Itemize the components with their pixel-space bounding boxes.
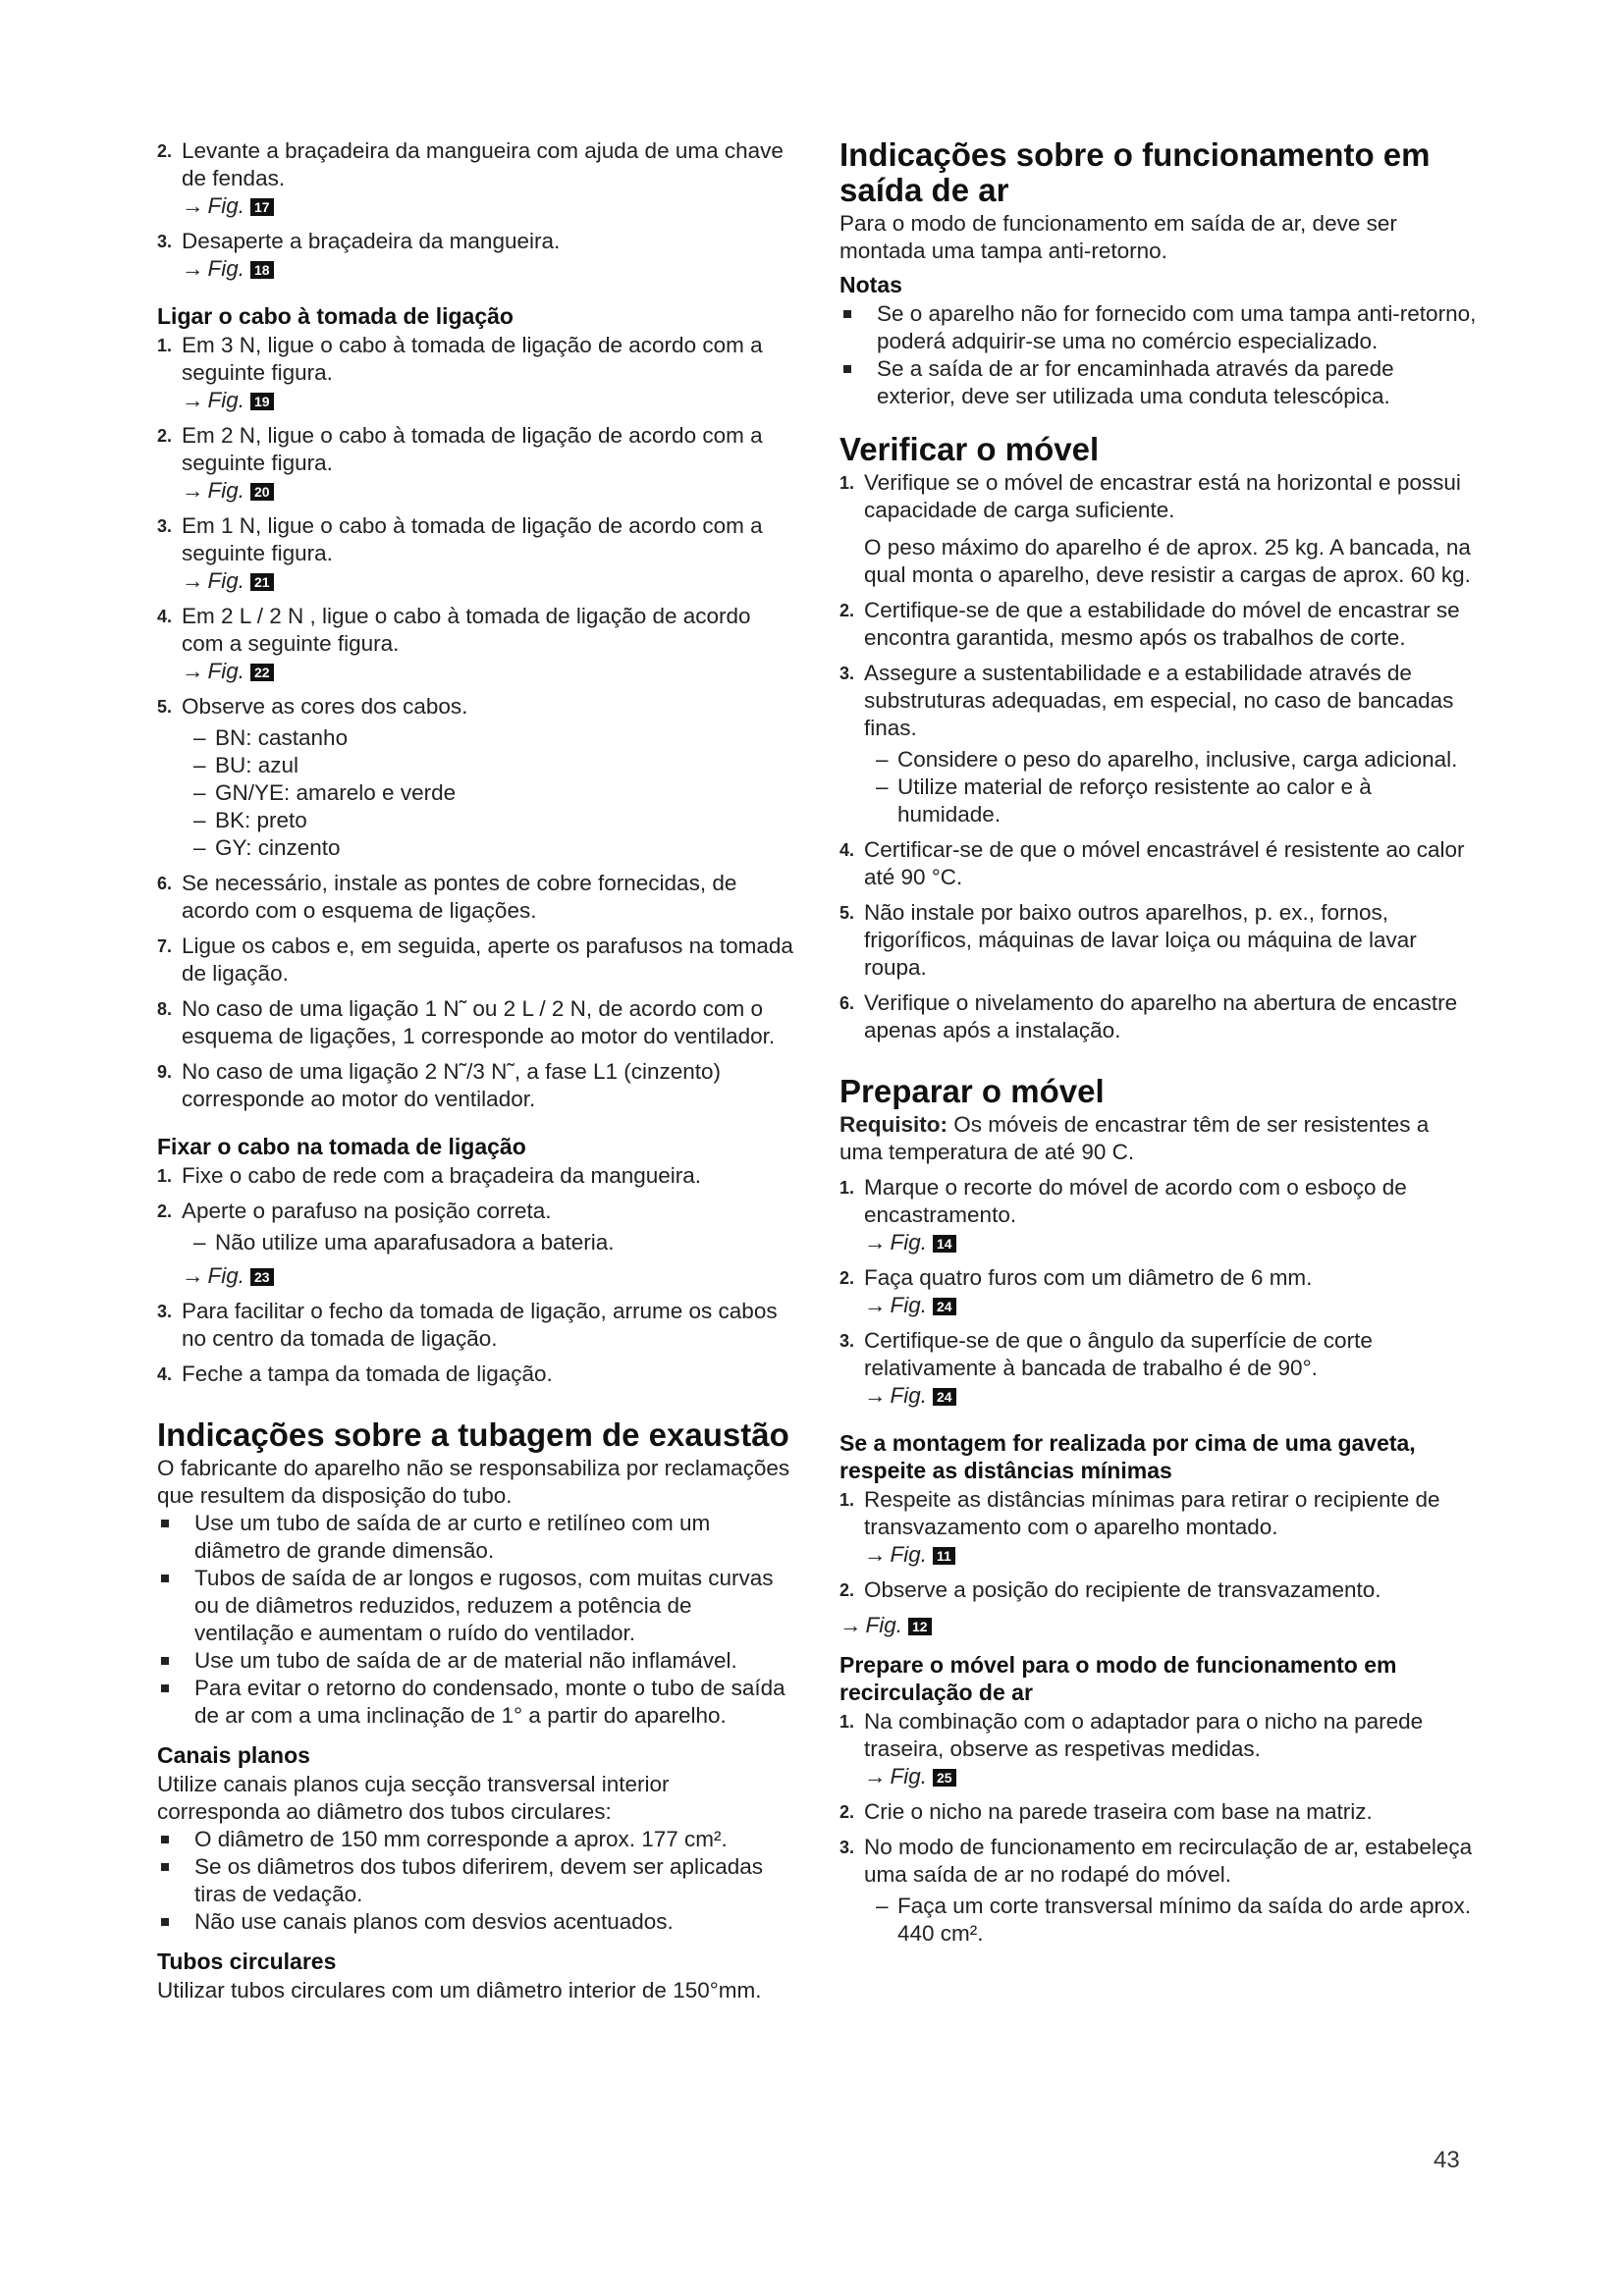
figure-ref[interactable]: → Fig. 24	[864, 1383, 956, 1408]
list-item: O diâmetro de 150 mm corresponde a aprox. 177 cm².	[157, 1826, 795, 1853]
figure-ref[interactable]: → Fig. 11	[864, 1542, 955, 1567]
list-item: 5. Observe as cores dos cabos. – BN: castanho – BU: azul – GN/YE: amarelo e verde – BK: preto – GY: cinzento	[157, 693, 795, 862]
list-item: 3. Certifique-se de que o ângulo da superfície de corte relativamente à bancada de trabalho é de 90°. → Fig. 24	[839, 1328, 1373, 1408]
list-item: 2. Levante a braçadeira da mangueira com ajuda de uma chave de fendas. → Fig. 17	[157, 138, 784, 218]
heading-ligar: Ligar o cabo à tomada de ligação	[157, 303, 514, 329]
list-item: 1. Verifique se o móvel de encastrar está na horizontal e possui capacidade de carga suficiente. O peso máximo do aparelho é de aprox. 25 kg. A bancada, na qual monta o aparelho, deve resistir a cargas de aprox. 60 kg.	[839, 470, 1471, 587]
figure-ref[interactable]: → Fig. 25	[864, 1764, 956, 1789]
list-item: 3. Desaperte a braçadeira da mangueira. → Fig. 18	[157, 229, 561, 281]
list-item: 2. Faça quatro furos com um diâmetro de 6 mm. → Fig. 24	[839, 1265, 1313, 1317]
list-item: 2. Crie o nicho na parede traseira com base na matriz.	[839, 1799, 1373, 1824]
list-item: 8. No caso de uma ligação 1 N˜ ou 2 L / 2 N, de acordo com o esquema de ligações, 1 corresponde ao motor do ventilador.	[157, 996, 776, 1048]
tubagem-bullets	[157, 1510, 795, 1730]
figure-ref[interactable]: → Fig. 18	[182, 256, 274, 281]
canais-bullets	[157, 1826, 795, 1936]
page-number: 43	[1434, 2147, 1460, 2173]
heading-tubos: Tubos circulares	[157, 1949, 337, 1974]
list-item: 3. Assegure a sustentabilidade e a estabilidade através de substruturas adequadas, em especial, no caso de bancadas finas. – Considere o peso do aparelho, inclusive, carga adicional. – Utilize material de reforço resistente ao calor e à humidade.	[839, 660, 1478, 828]
heading-recirculacao: Prepare o móvel para o modo de funcionamento em recirculação de ar	[839, 1652, 1397, 1705]
list-item: 1. Na combinação com o adaptador para o nicho na parede traseira, observe as respetivas medidas. → Fig. 25	[839, 1709, 1424, 1789]
list-item: 1. Marque o recorte do móvel de acordo com o esboço de encastramento. → Fig. 14	[839, 1175, 1407, 1255]
cable-colors: – BN: castanho – BU: azul – GN/YE: amarelo e verde – BK: preto – GY: cinzento	[182, 724, 795, 862]
list-item: Se a saída de ar for encaminhada através da parede exterior, deve ser utilizada uma conduta telescópica.	[839, 355, 1478, 410]
steps-verificar	[839, 469, 1478, 1044]
list-item: 4. Certificar-se de que o móvel encastrável é resistente ao calor até 90 °C.	[839, 837, 1465, 889]
list-item: 9. No caso de uma ligação 2 N˜/3 N˜, a fase L1 (cinzento) corresponde ao motor do ventilador.	[157, 1059, 722, 1111]
list-item: 1. Respeite as distâncias mínimas para retirar o recipiente de transvazamento com o aparelho montado. → Fig. 11	[839, 1487, 1440, 1567]
list-item: 3. No modo de funcionamento em recirculação de ar, estabeleça uma saída de ar no rodapé do móvel. – Faça um corte transversal mínimo da saída do arde aprox. 440 cm².	[839, 1834, 1478, 1948]
steps-fixar	[157, 1162, 795, 1388]
heading-preparar: Preparar o móvel	[839, 1073, 1105, 1109]
heading-verificar: Verificar o móvel	[839, 431, 1100, 467]
heading-saida: Indicações sobre o funcionamento em saída de ar	[839, 136, 1431, 208]
heading-gaveta: Se a montagem for realizada por cima de uma gaveta, respeite as distâncias mínimas	[839, 1430, 1416, 1483]
figure-ref[interactable]: → Fig. 22	[182, 659, 274, 683]
heading-fixar: Fixar o cabo na tomada de ligação	[157, 1134, 526, 1159]
right-column	[839, 137, 1478, 1955]
heading-canais: Canais planos	[157, 1742, 310, 1768]
list-item: Se os diâmetros dos tubos diferirem, devem ser aplicadas tiras de vedação.	[157, 1853, 795, 1908]
steps-gaveta	[839, 1486, 1478, 1604]
heading-tubagem: Indicações sobre a tubagem de exaustão	[157, 1416, 789, 1453]
steps-recirculacao	[839, 1708, 1478, 1948]
list-item: 4. Feche a tampa da tomada de ligação.	[157, 1362, 553, 1386]
figure-ref[interactable]: → Fig. 21	[182, 568, 274, 593]
list-item: Para evitar o retorno do condensado, monte o tubo de saída de ar com a uma inclinação de 1° a partir do aparelho.	[157, 1675, 795, 1730]
figure-ref[interactable]: → Fig. 23	[182, 1263, 274, 1288]
list-item: 1. Fixe o cabo de rede com a braçadeira da mangueira.	[157, 1163, 702, 1188]
list-item: 2. Aperte o parafuso na posição correta. – Não utilize uma aparafusadora a bateria. → Fig. 23	[157, 1198, 795, 1290]
notas-bullets	[839, 300, 1478, 410]
list-item: 3. Para facilitar o fecho da tomada de ligação, arrume os cabos no centro da tomada de ligação.	[157, 1299, 778, 1351]
figure-ref[interactable]: → Fig. 24	[864, 1293, 956, 1317]
steps-a	[157, 137, 795, 283]
list-item: 4. Em 2 L / 2 N , ligue o cabo à tomada de ligação de acordo com a seguinte figura. → Fig. 22	[157, 604, 751, 683]
list-item: 1. Em 3 N, ligue o cabo à tomada de ligação de acordo com a seguinte figura. → Fig. 19	[157, 333, 763, 412]
figure-ref[interactable]: → Fig. 12	[839, 1613, 932, 1637]
figure-ref[interactable]: → Fig. 17	[182, 193, 274, 218]
list-item: Não use canais planos com desvios acentuados.	[157, 1908, 795, 1936]
canais-intro: Utilize canais planos cuja secção transversal interior corresponda ao diâmetro dos tubos circulares:	[157, 1772, 670, 1824]
list-item: 2. Em 2 N, ligue o cabo à tomada de ligação de acordo com a seguinte figura. → Fig. 20	[157, 423, 763, 503]
figure-ref[interactable]: → Fig. 20	[182, 478, 274, 503]
list-item: 2. Observe a posição do recipiente de transvazamento.	[839, 1577, 1381, 1602]
list-item: 3. Em 1 N, ligue o cabo à tomada de ligação de acordo com a seguinte figura. → Fig. 21	[157, 513, 763, 593]
list-item: 2. Certifique-se de que a estabilidade do móvel de encastrar se encontra garantida, mesmo após os trabalhos de corte.	[839, 598, 1460, 650]
list-item: Se o aparelho não for fornecido com uma tampa anti-retorno, poderá adquirir-se uma no comércio especializado.	[839, 300, 1478, 355]
figure-ref[interactable]: → Fig. 14	[864, 1230, 956, 1255]
requisito: Requisito: Os móveis de encastrar têm de ser resistentes a uma temperatura de até 90 C.	[839, 1112, 1430, 1164]
tubos-text: Utilizar tubos circulares com um diâmetro interior de 150°mm.	[157, 1978, 762, 2002]
steps-preparar	[839, 1174, 1478, 1410]
left-column	[157, 137, 795, 2004]
list-item: Tubos de saída de ar longos e rugosos, com muitas curvas ou de diâmetros reduzidos, reduzem a potência de ventilação e aumentam o ruído do ventilador.	[157, 1565, 795, 1647]
list-item: Use um tubo de saída de ar de material não inflamável.	[157, 1647, 795, 1675]
figure-ref[interactable]: → Fig. 19	[182, 388, 274, 412]
heading-notas: Notas	[839, 272, 902, 297]
saida-intro: Para o modo de funcionamento em saída de ar, deve ser montada uma tampa anti-retorno.	[839, 211, 1397, 263]
tubagem-intro: O fabricante do aparelho não se responsabiliza por reclamações que resultem da disposição do tubo.	[157, 1456, 790, 1508]
list-item: 6. Se necessário, instale as pontes de cobre fornecidas, de acordo com o esquema de ligações.	[157, 871, 737, 923]
list-item: 7. Ligue os cabos e, em seguida, aperte os parafusos na tomada de ligação.	[157, 934, 793, 986]
list-item: Use um tubo de saída de ar curto e retilíneo com um diâmetro de grande dimensão.	[157, 1510, 795, 1565]
list-item: 6. Verifique o nivelamento do aparelho na abertura de encastre apenas após a instalação.	[839, 990, 1458, 1042]
list-item: 5. Não instale por baixo outros aparelhos, p. ex., fornos, frigoríficos, máquinas de lavar loiça ou máquina de lavar roupa.	[839, 900, 1417, 980]
steps-ligar	[157, 332, 795, 1113]
